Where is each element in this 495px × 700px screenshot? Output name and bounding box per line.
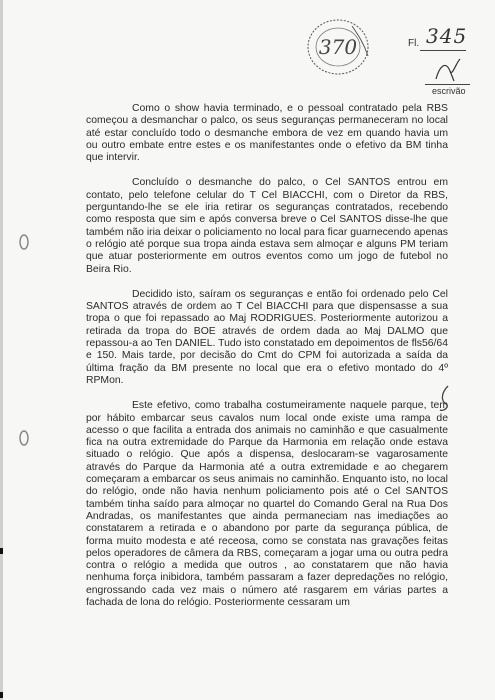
binder-hole-mark — [18, 232, 30, 252]
edge-mark — [0, 692, 3, 698]
handwritten-initials — [430, 55, 470, 85]
binder-hole-mark — [18, 428, 30, 448]
margin-mark — [438, 384, 452, 414]
document-body — [86, 103, 448, 622]
escrivao-line — [425, 84, 470, 85]
official-seal-stamp — [304, 16, 372, 78]
folio-underline — [420, 50, 466, 51]
paragraph: Concluído o desmanche do palco, o Cel SANTOS entrou em contato, pelo telefone celular do T Cel BIACCHI, com o Diretor da RBS, perguntando-lhe se ele iria retirar os seguranças contratados, recebendo como resposta que sim e após conversa breve o Cel SANTOS disse-lhe que também não iria deixar o policiamento no local para ficar guarnecendo apenas o relógio até porque sua tropa ainda estava sem almoçar e alguns PM teriam que atuar posteriormente em outros eventos como um jogo de futebol no Beira Rio. — [86, 177, 448, 275]
edge-mark — [0, 548, 3, 554]
escrivao-label: escrivão — [432, 86, 466, 96]
paragraph: Decidido isto, saíram os seguranças e então foi ordenado pelo Cel SANTOS através de ordem ao T Cel BIACCHI para que dispensasse a sua tropa o que foi repassado ao Maj RODRIGUES. Posteriormente autorizou a retirada da tropa do BOE através de ordem dada ao Maj DALMO que repassou-a ao Ten DANIEL. Tudo isto constatado em depoimentos de fls56/64 e 150. Mais tarde, por decisão do Cmt do CPM foi autorizada a saída da última fração da BM presente no local que era o efetivo montado do 4º RPMon. — [86, 288, 448, 386]
folio-number: 345 — [426, 24, 468, 48]
seal-number: 370 — [318, 35, 358, 59]
paragraph: Como o show havia terminado, e o pessoal contratado pela RBS começou a desmanchar o palco, os seus seguranças permaneceram no local até estar concluído todo o desmanche embora de vez em quando havia um ou outro embate entre estes e os manifestantes onde o efetivo da BM tinha que intervir. — [86, 103, 448, 164]
paragraph: Este efetivo, como trabalha costumeiramente naquele parque, tem por hábito embarcar seus cavalos num local onde existe uma rampa de acesso o que facilita a entrada dos animais no caminhão e que casualmente fica na outra extremidade do Parque da Harmonia em relação onde estava situado o relógio. Que após a dispensa, deslocaram-se vagarosamente através do Parque da Harmonia até a outra extremidade e ao chegarem começaram a embarcar os seus animais no caminhão. Enquanto isto, no local do relógio, onde não havia nenhum policiamento pois até o Cel SANTOS também tinha saído para almoçar no quartel do Comando Geral na Rua Dos Andradas, os manifestantes que ainda permaneciam nas imediações ao constatarem a retirada e o abandono por parte da segurança pública, de forma muito modesta e até receosa, como se constata nas gravações feitas pelos operadores de câmera da RBS, começaram a jogar uma ou outra pedra contra o relógio a medida que outros , ao constatarem que não havia nenhuma força inibidora, também passaram a fazer depredações no relógio, engrossando cada vez mais o número até rasgarem em várias partes a fachada de lona do relógio. Posteriormente cessaram um — [86, 400, 448, 608]
folio-label: Fl. — [408, 38, 420, 49]
page-edge — [0, 0, 3, 700]
